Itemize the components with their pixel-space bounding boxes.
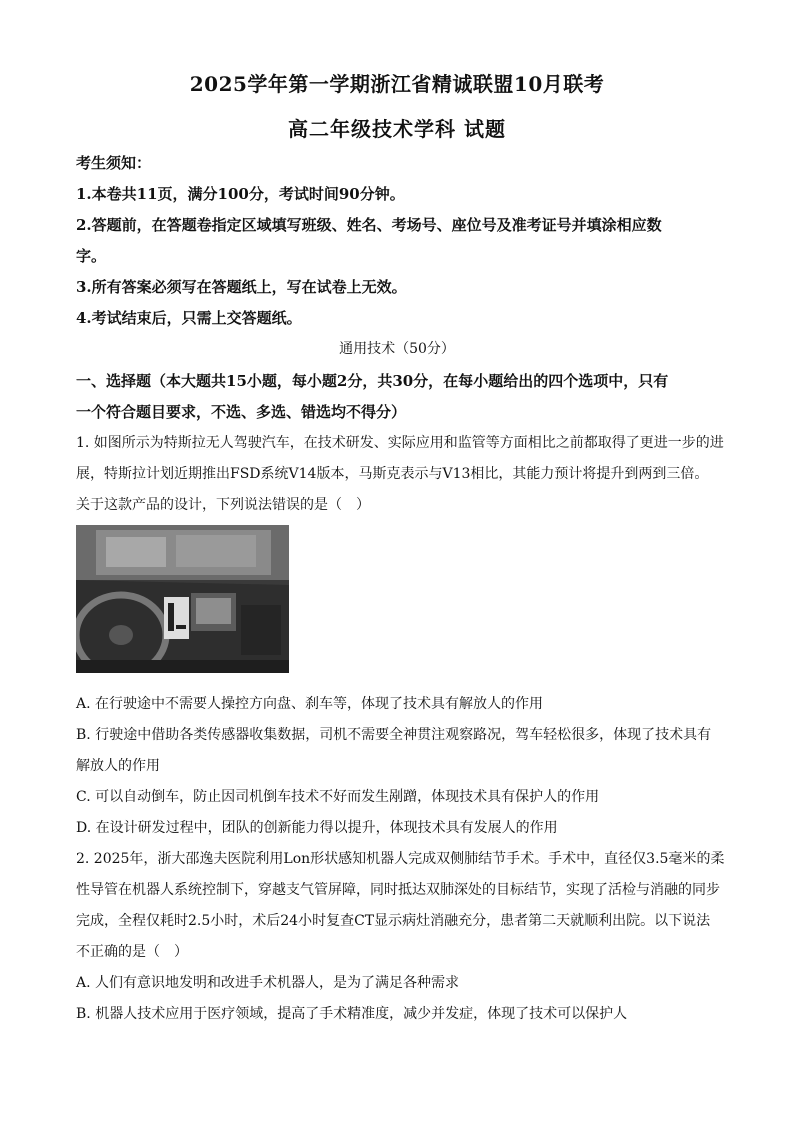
part-heading: 一个符合题目要求，不选、多选、错选均不得分） — [76, 403, 407, 421]
instruction-item: 字。 — [76, 247, 107, 265]
exam-title: 2025学年第一学期浙江省精诚联盟10月联考 — [189, 72, 605, 96]
question-2-stem: 完成，全程仅耗时2.5小时，术后24小时复查CT显示病灶消融充分，患者第二天就顺利出院。以下说法 — [76, 913, 711, 929]
question-2-stem: 2. 2025年，浙大邵逸夫医院利用Lon形状感知机器人完成双侧肺结节手术。手术中，直径仅3.5毫米的柔 — [76, 851, 725, 867]
question-1-option-b: B. 行驶途中借助各类传感器收集数据，司机不需要全神贯注观察路况，驾车轻松很多，体现了技术具有 — [76, 727, 712, 743]
section-title: 通用技术（50分） — [339, 341, 455, 357]
question-1-option-b-cont: 解放人的作用 — [76, 758, 160, 774]
instructions-heading: 考生须知： — [76, 154, 152, 172]
question-1-option-c: C. 可以自动倒车，防止因司机倒车技术不好而发生剐蹭，体现技术具有保护人的作用 — [76, 789, 600, 805]
exam-subtitle: 高二年级技术学科 试题 — [288, 117, 506, 141]
question-1-option-d: D. 在设计研发过程中，团队的创新能力得以提升，体现技术具有发展人的作用 — [76, 820, 558, 836]
question-2-stem: 性导管在机器人系统控制下，穿越支气管屏障，同时抵达双肺深处的目标结节，实现了活检与消融的同步 — [76, 882, 720, 898]
question-1-stem: 展，特斯拉计划近期推出FSD系统V14版本，马斯克表示与V13相比，其能力预计将提升到两到三倍。 — [76, 466, 709, 482]
question-1-stem: 关于这款产品的设计，下列说法错误的是（ ） — [76, 497, 370, 513]
question-1-option-a: A. 在行驶途中不需要人操控方向盘、刹车等，体现了技术具有解放人的作用 — [76, 696, 544, 712]
question-2-option-b: B. 机器人技术应用于医疗领域，提高了手术精准度，减少并发症，体现了技术可以保护人 — [76, 1006, 628, 1022]
tesla-car-interior-photo — [76, 525, 289, 673]
question-2-option-a: A. 人们有意识地发明和改进手术机器人，是为了满足各种需求 — [76, 975, 460, 991]
question-2-stem: 不正确的是（ ） — [76, 944, 188, 960]
instruction-item: 2.答题前，在答题卷指定区域填写班级、姓名、考场号、座位号及准考证号并填涂相应数 — [76, 216, 662, 234]
instruction-item: 3.所有答案必须写在答题纸上，写在试卷上无效。 — [76, 278, 407, 296]
part-heading: 一、选择题（本大题共15小题，每小题2分，共30分，在每小题给出的四个选项中，只有 — [76, 372, 669, 390]
instruction-item: 1.本卷共11页，满分100分，考试时间90分钟。 — [76, 185, 405, 203]
instruction-item: 4.考试结束后，只需上交答题纸。 — [76, 309, 302, 327]
question-1-stem: 1. 如图所示为特斯拉无人驾驶汽车，在技术研发、实际应用和监管等方面相比之前都取得了更进一步的进 — [76, 435, 724, 451]
